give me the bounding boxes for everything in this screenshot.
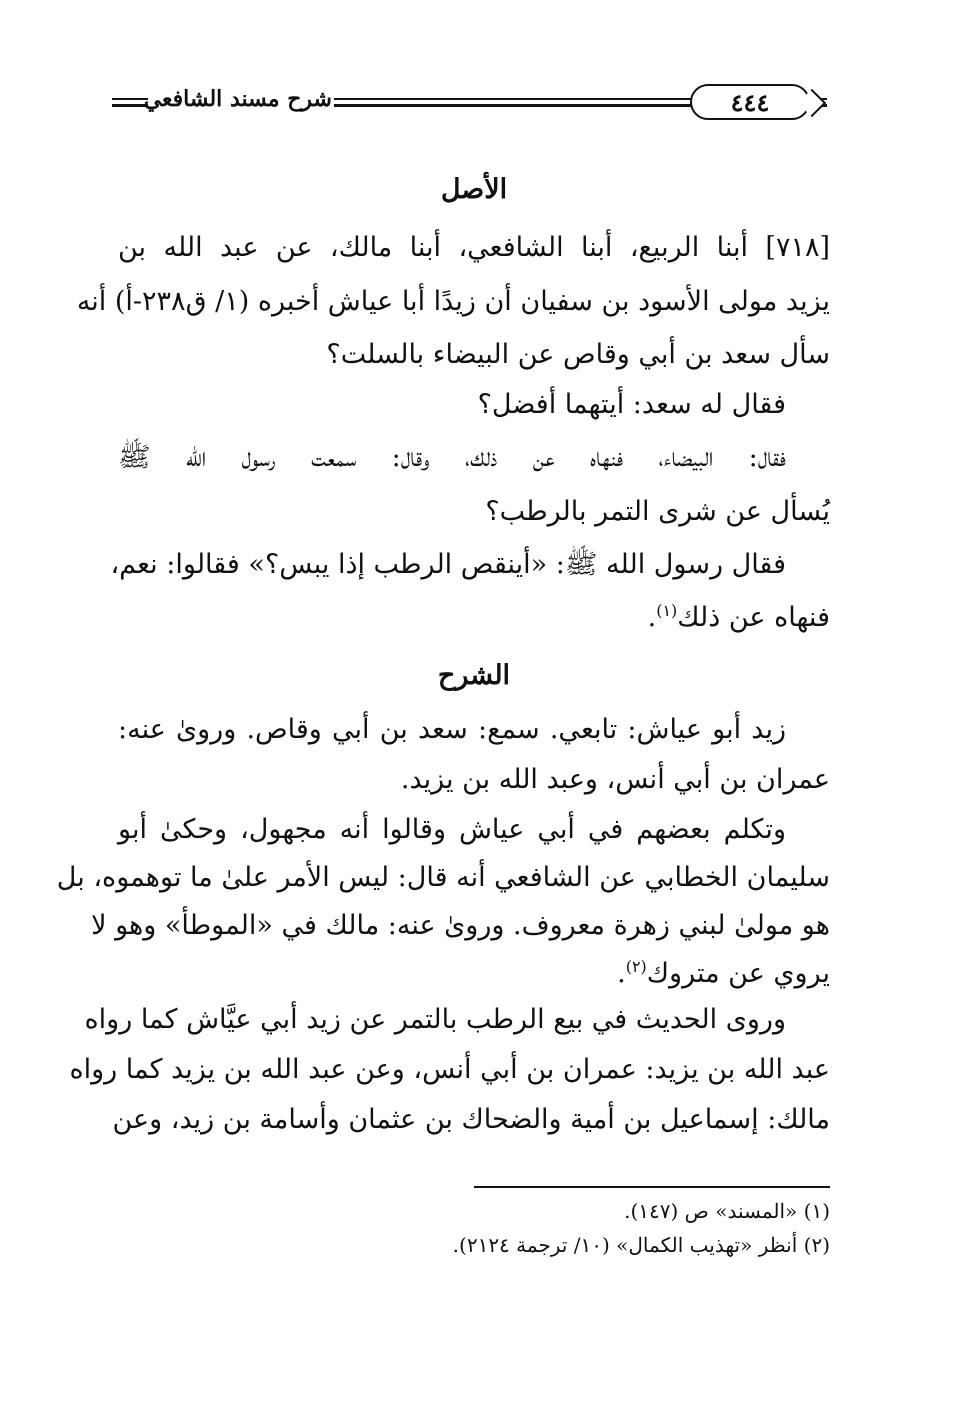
text-line: عمران بن أبي أنس، وعبد الله بن يزيد. bbox=[400, 764, 830, 795]
text-line: عبد الله بن يزيد: عمران بن أبي أنس، وعن عبد الله بن يزيد كما رواه bbox=[69, 1054, 830, 1085]
text-run: . bbox=[617, 958, 626, 989]
header-rule-left bbox=[112, 98, 148, 108]
text-line-with-note bbox=[118, 954, 830, 994]
text-line: زيد أبو عياش: تابعي. سمع: سعد بن أبي وقاص. وروىٰ عنه: bbox=[118, 714, 786, 745]
text-run: يروي عن متروك bbox=[646, 958, 830, 989]
text-line: وتكلم بعضهم في أبي عياش وقالوا أنه مجهول، وحكىٰ أبو bbox=[118, 814, 786, 845]
running-title: شرح مسند الشافعي bbox=[143, 86, 332, 112]
text-line-with-note bbox=[118, 598, 830, 638]
text-line: يُسأل عن شرى التمر بالرطب؟ bbox=[485, 496, 830, 527]
page-number: ٤٤٤ bbox=[730, 87, 770, 117]
footnote-separator bbox=[474, 1186, 830, 1188]
text-line: [٧١٨] أبنا الربيع، أبنا الشافعي، أبنا مالك، عن عبد الله بن bbox=[118, 232, 830, 263]
page-header bbox=[112, 82, 827, 124]
text-line: سليمان الخطابي عن الشافعي أنه قال: ليس الأمر علىٰ ما توهموه، بل bbox=[56, 862, 830, 893]
text-line: مالك: إسماعيل بن أمية والضحاك بن عثمان وأسامة بن زيد، وعن bbox=[112, 1104, 830, 1135]
footnote-ref-1: (١) bbox=[656, 601, 678, 620]
text-line: وروى الحديث في بيع الرطب بالتمر عن زيد أبي عيَّاش كما رواه bbox=[84, 1004, 786, 1035]
footnote-2: (٢) أنظر «تهذيب الكمال» (١٠/ ترجمة ٢١٢٤). bbox=[452, 1233, 830, 1257]
text-line: هو مولىٰ لبني زهرة معروف. وروىٰ عنه: مالك في «الموطأ» وهو لا bbox=[91, 910, 830, 941]
section-heading-sharh: الشرح bbox=[437, 660, 511, 691]
footnote-ref-2: (٢) bbox=[625, 957, 647, 976]
text-line: فقال له سعد: أيتهما أفضل؟ bbox=[477, 389, 786, 420]
text-run: . bbox=[647, 602, 657, 633]
text-run: فنهاه عن ذلك bbox=[677, 602, 830, 633]
text-line: فقال رسول الله ﷺ: «أينقص الرطب إذا يبس؟» فقالوا: نعم، bbox=[110, 549, 786, 580]
text-line: فقال: البيضاء، فنهاه عن ذلك، وقال: سمعت رسول الله ﷺ bbox=[118, 442, 786, 473]
text-line: سأل سعد بن أبي وقاص عن البيضاء بالسلت؟ bbox=[326, 339, 830, 370]
section-heading-asl: الأصل bbox=[440, 174, 508, 205]
text-line: يزيد مولى الأسود بن سفيان أن زيدًا أبا عياش أخبره (١/ ق٢٣٨-أ) أنه bbox=[76, 286, 830, 317]
page-number-badge bbox=[690, 84, 810, 120]
footnote-1: (١) «المسند» ص (١٤٧). bbox=[624, 1199, 830, 1223]
